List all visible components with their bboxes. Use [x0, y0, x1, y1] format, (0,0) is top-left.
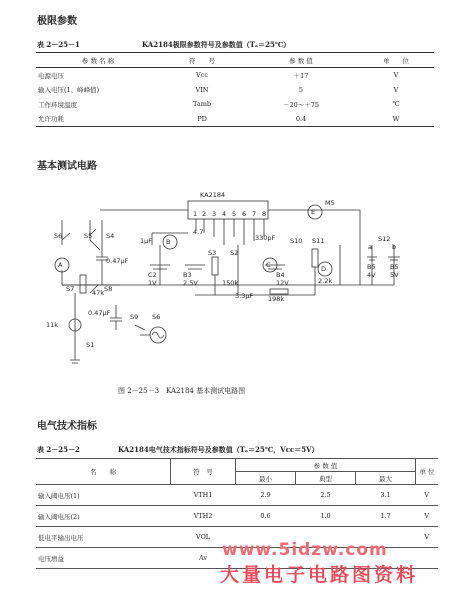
table-cell: 2.9 [236, 485, 296, 506]
table-cell: 输入阈电压(2) [36, 506, 171, 527]
table-row [36, 485, 438, 506]
label-s10: S10 [290, 237, 303, 245]
table2-number: 表 2－25－2 [37, 445, 80, 454]
table-cell: 低电平输出电压 [36, 527, 171, 548]
table2-header-name: 名 称 [36, 459, 171, 485]
table-row [36, 97, 434, 112]
label-b3v: 2.5V [183, 279, 198, 287]
table2-header-group: 参 数 值 [236, 459, 416, 472]
table-cell: 1.0 [296, 506, 356, 527]
label-b: b [392, 243, 397, 251]
pin-label: 6 [242, 210, 247, 218]
table1-header-unit: 单 位 [358, 53, 434, 68]
table-cell: 工作环境温度 [38, 100, 77, 109]
table-cell: 允许功耗 [36, 112, 160, 127]
table-row [36, 112, 434, 127]
label-s4: S4 [106, 232, 115, 240]
table1-number: 表 2－25－1 [37, 40, 80, 49]
pin-label: 5 [232, 210, 237, 218]
label-c2: C2 [148, 271, 157, 279]
label-c330: 330pF [255, 234, 276, 242]
table-cell: VTH2 [171, 506, 236, 527]
table2-header-symbol: 符 号 [171, 459, 236, 485]
table2-header-unit: 单 位 [416, 459, 439, 485]
label-r47: 4.7 [193, 228, 204, 236]
label-s6: S6 [54, 232, 63, 240]
table1-title: KA2184极限参数符号及参数值（Tₐ＝25℃） [142, 40, 291, 49]
limit-parameters-table [36, 52, 434, 127]
label-b5v: 4V [367, 271, 376, 279]
table-cell: 电源电压 [38, 71, 64, 80]
label-c047b: 0.47μF [88, 309, 111, 317]
label-s5: S5 [84, 232, 93, 240]
label-meter-d: D [321, 265, 327, 273]
table-cell: VIN [195, 85, 209, 94]
table1-header-symbol: 符 号 [160, 53, 244, 68]
figure-caption: 图 2－25－3 KA2184 基本测试电路图 [118, 387, 246, 395]
label-m5: M5 [325, 199, 335, 207]
label-s9: S9 [130, 313, 139, 321]
label-r198: 198k [268, 295, 285, 303]
label-s11: S11 [312, 237, 325, 245]
label-b6: B5 [390, 263, 399, 271]
pin-label: 1 [193, 210, 198, 218]
table1-header-value: 参 数 值 [244, 53, 358, 68]
table-cell: PD [160, 112, 244, 127]
watermark-text: 大量电子电路图资料 [220, 564, 419, 586]
table-cell: 1.7 [356, 506, 416, 527]
table-cell: 5 [298, 85, 304, 94]
table-row [36, 506, 438, 527]
label-c33: 3.3μF [235, 292, 254, 300]
label-c047a: 0.47μF [106, 257, 129, 265]
table-cell: V [393, 85, 399, 94]
table-cell: V [393, 71, 399, 80]
table-cell: ＋17 [293, 71, 309, 80]
label-b5: B5 [367, 263, 376, 271]
table-cell: Vcc [196, 71, 208, 80]
table-cell: V [416, 527, 439, 548]
table-cell: 0.6 [236, 506, 296, 527]
table-cell: －20～＋75 [282, 100, 320, 109]
section1-heading: 极限参数 [37, 16, 77, 27]
label-s6b: S6 [152, 313, 161, 321]
label-meter-a: A [58, 261, 63, 269]
pin-label: 2 [202, 210, 207, 218]
table-cell: 2.5 [296, 485, 356, 506]
table-cell: W [358, 112, 434, 127]
label-s3: S3 [208, 249, 217, 257]
table-cell: VTH1 [171, 485, 236, 506]
label-meter-b: B [166, 238, 171, 246]
table2-header-max: 最大 [356, 472, 416, 485]
table1-header-name: 参 数 名 称 [36, 53, 160, 68]
table-cell: VOL [171, 527, 236, 548]
table-cell: 0.4 [244, 112, 358, 127]
table-cell: ℃ [392, 100, 400, 109]
table2-header-min: 最小 [236, 472, 296, 485]
label-b4: B4 [276, 271, 285, 279]
table-cell: 输入电压(1、峰峰值) [38, 86, 100, 95]
label-b4v: 12V [276, 279, 289, 287]
label-c1: 1μF [140, 237, 153, 245]
label-b6v: 5V [390, 271, 399, 279]
label-a: a [368, 243, 372, 251]
table-row [36, 83, 434, 98]
label-b3: B3 [183, 271, 192, 279]
table-cell: V [416, 485, 439, 506]
label-c2v: 1V [148, 279, 157, 287]
label-s8: S8 [104, 285, 113, 293]
section2-heading: 基本测试电路 [37, 161, 97, 172]
ic-pins [193, 210, 266, 218]
watermark-url: www.5idzw.com [222, 540, 388, 560]
pin-label: 3 [212, 210, 217, 218]
label-meter-c: C [266, 261, 271, 269]
table-cell: 电压增益 [36, 548, 171, 569]
table-cell: 输入阈电压(1) [36, 485, 171, 506]
section3-heading: 电气技术指标 [37, 421, 97, 432]
label-r22: 2.2k [318, 277, 333, 285]
table-cell: Av [171, 548, 236, 569]
label-r11k: 11k [46, 321, 59, 329]
label-r150: 150k [222, 279, 239, 287]
table2-header-typ: 典型 [296, 472, 356, 485]
label-s12: S12 [378, 235, 391, 243]
pin-label: 7 [252, 210, 257, 218]
table-cell: 3.1 [356, 485, 416, 506]
table2-title: KA2184电气技术指标符号及参数值（Tₐ＝25℃，Vcc＝5V） [118, 445, 319, 454]
table-cell: V [416, 506, 439, 527]
label-s7: S7 [66, 285, 75, 293]
test-circuit-diagram [40, 185, 420, 375]
table-cell [416, 548, 439, 569]
table-cell: Tamb [192, 100, 212, 109]
pin-label: 4 [222, 210, 227, 218]
label-r47k: 47k [92, 289, 105, 297]
label-s1: S1 [86, 341, 95, 349]
label-s2: S2 [230, 249, 239, 257]
table-row [36, 68, 434, 83]
ic-label: KA2184 [200, 191, 226, 199]
pin-label: 8 [262, 210, 267, 218]
label-meter-e: E [311, 208, 316, 216]
